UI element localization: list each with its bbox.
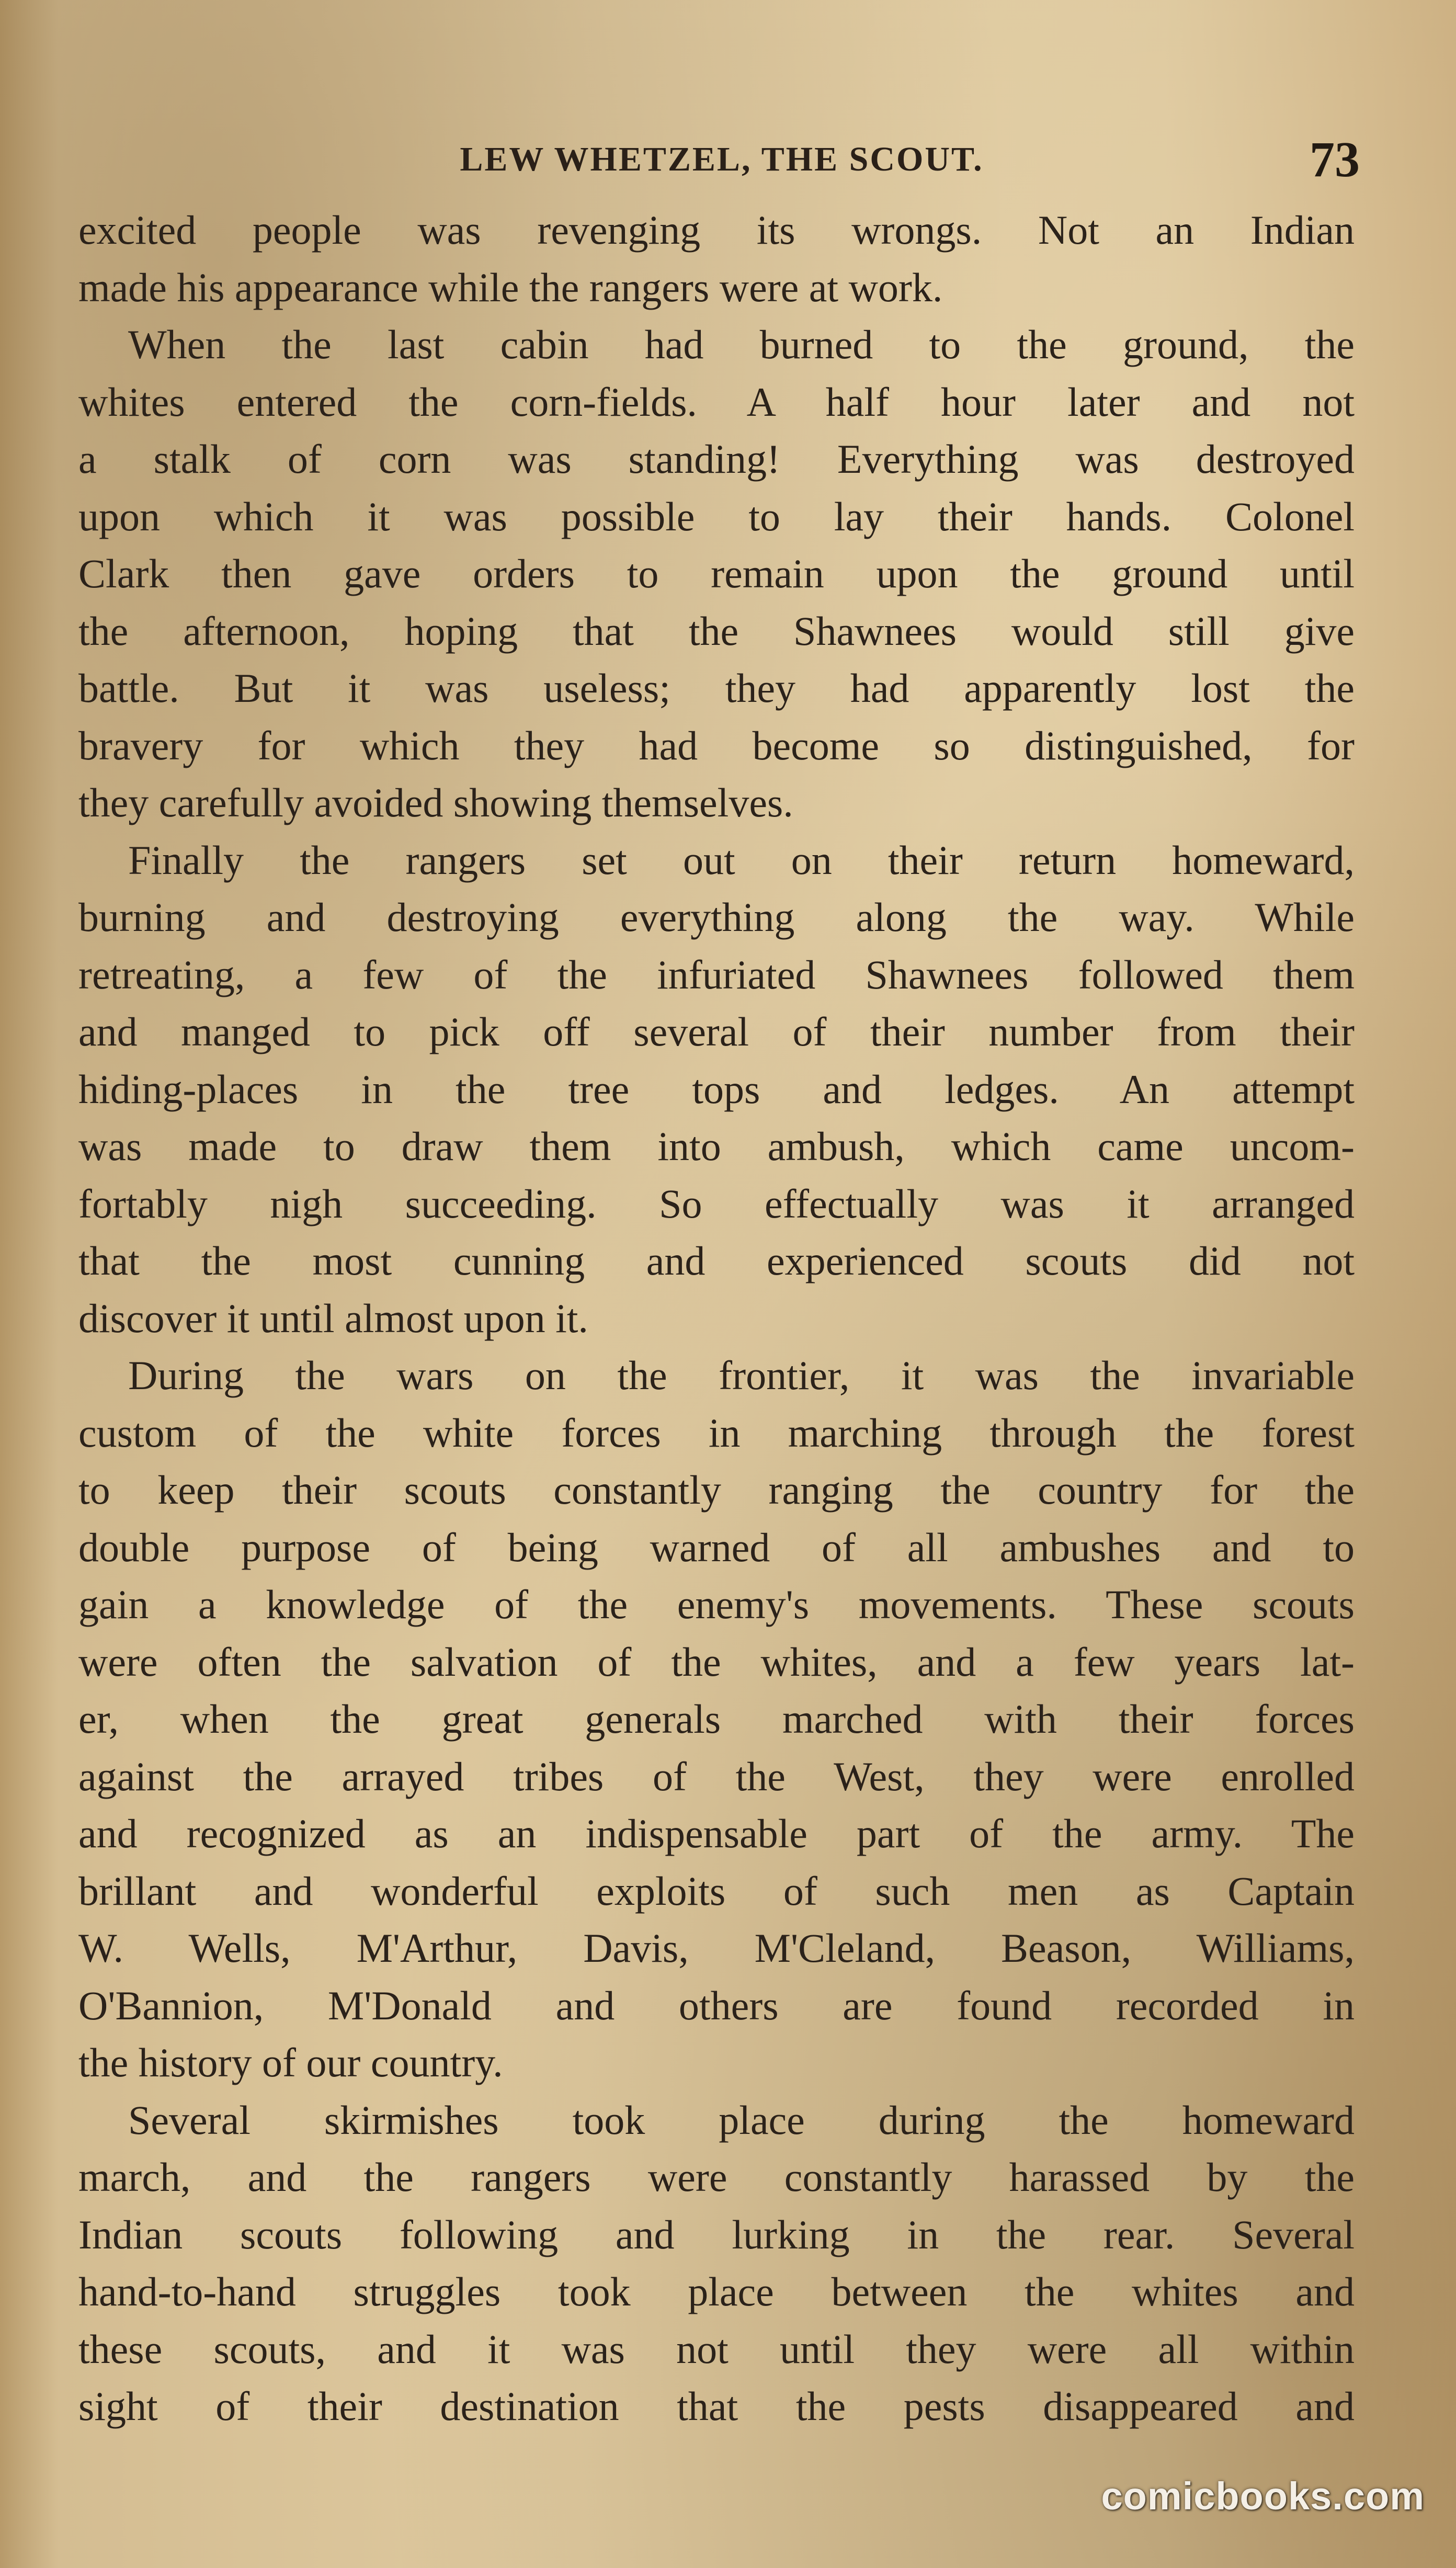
text-line: march, and the rangers were constantly harassed by the: [78, 2154, 1355, 2200]
text-line: burning and destroying everything along the way. While: [78, 894, 1355, 940]
text-line: Clark then gave orders to remain upon the ground until: [78, 551, 1355, 596]
text-line: gain a knowledge of the enemy's movements. These scouts: [78, 1582, 1355, 1627]
text-line: against the arrayed tribes of the West, they were enrolled: [78, 1753, 1355, 1799]
body-text: [78, 201, 1355, 2435]
text-line: Several skirmishes took place during the homeward: [128, 2097, 1355, 2143]
text-line: and manged to pick off several of their number from their: [78, 1009, 1355, 1054]
text-line: a stalk of corn was standing! Everything was destroyed: [78, 436, 1355, 482]
text-line: O'Bannion, M'Donald and others are found recorded in: [78, 1982, 1355, 2028]
text-line: was made to draw them into ambush, which came uncom-: [78, 1123, 1355, 1169]
running-title: LEW WHETZEL, THE SCOUT.: [460, 140, 984, 178]
text-line: hand-to-hand struggles took place between the whites and: [78, 2269, 1355, 2314]
text-line: er, when the great generals marched with their forces: [78, 1696, 1355, 1742]
text-line: hiding-places in the tree tops and ledges. An attempt: [78, 1066, 1355, 1112]
text-line: discover it until almost upon it.: [78, 1295, 588, 1341]
text-line: double purpose of being warned of all ambushes and to: [78, 1524, 1355, 1570]
text-line: excited people was revenging its wrongs. Not an Indian: [78, 207, 1355, 253]
text-line: fortably nigh succeeding. So effectually was it arranged: [78, 1180, 1355, 1226]
text-line: When the last cabin had burned to the ground, the: [128, 322, 1355, 367]
text-line: custom of the white forces in marching through the forest: [78, 1410, 1355, 1456]
text-line: retreating, a few of the infuriated Shawnees followed them: [78, 951, 1355, 997]
text-line: and recognized as an indispensable part of the army. The: [78, 1811, 1355, 1856]
text-line: made his appearance while the rangers were at work.: [78, 264, 943, 310]
text-line: the afternoon, hoping that the Shawnees would still give: [78, 608, 1355, 654]
watermark: comicbooks.com: [1101, 2474, 1425, 2518]
text-line: whites entered the corn-fields. A half hour later and not: [78, 379, 1355, 425]
text-line: that the most cunning and experienced scouts did not: [78, 1238, 1355, 1283]
text-line: battle. But it was useless; they had apparently lost the: [78, 665, 1355, 711]
page-number: 73: [1310, 131, 1360, 187]
text-line: Indian scouts following and lurking in the rear. Several: [78, 2211, 1355, 2257]
text-line: the history of our country.: [78, 2040, 503, 2085]
text-line: During the wars on the frontier, it was the invariable: [128, 1353, 1355, 1398]
text-line: they carefully avoided showing themselves.: [78, 780, 793, 825]
text-line: W. Wells, M'Arthur, Davis, M'Cleland, Beason, Williams,: [78, 1925, 1355, 1971]
text-line: bravery for which they had become so distinguished, for: [78, 722, 1355, 768]
running-head: [84, 131, 1360, 188]
text-line: were often the salvation of the whites, and a few years lat-: [78, 1639, 1355, 1685]
text-line: Finally the rangers set out on their return homeward,: [128, 837, 1355, 883]
text-line: upon which it was possible to lay their hands. Colonel: [78, 493, 1355, 539]
text-line: these scouts, and it was not until they were all within: [78, 2326, 1355, 2372]
text-line: to keep their scouts constantly ranging the country for the: [78, 1467, 1355, 1513]
text-line: brillant and wonderful exploits of such men as Captain: [78, 1868, 1355, 1914]
text-line: sight of their destination that the pests disappeared and: [78, 2383, 1355, 2429]
